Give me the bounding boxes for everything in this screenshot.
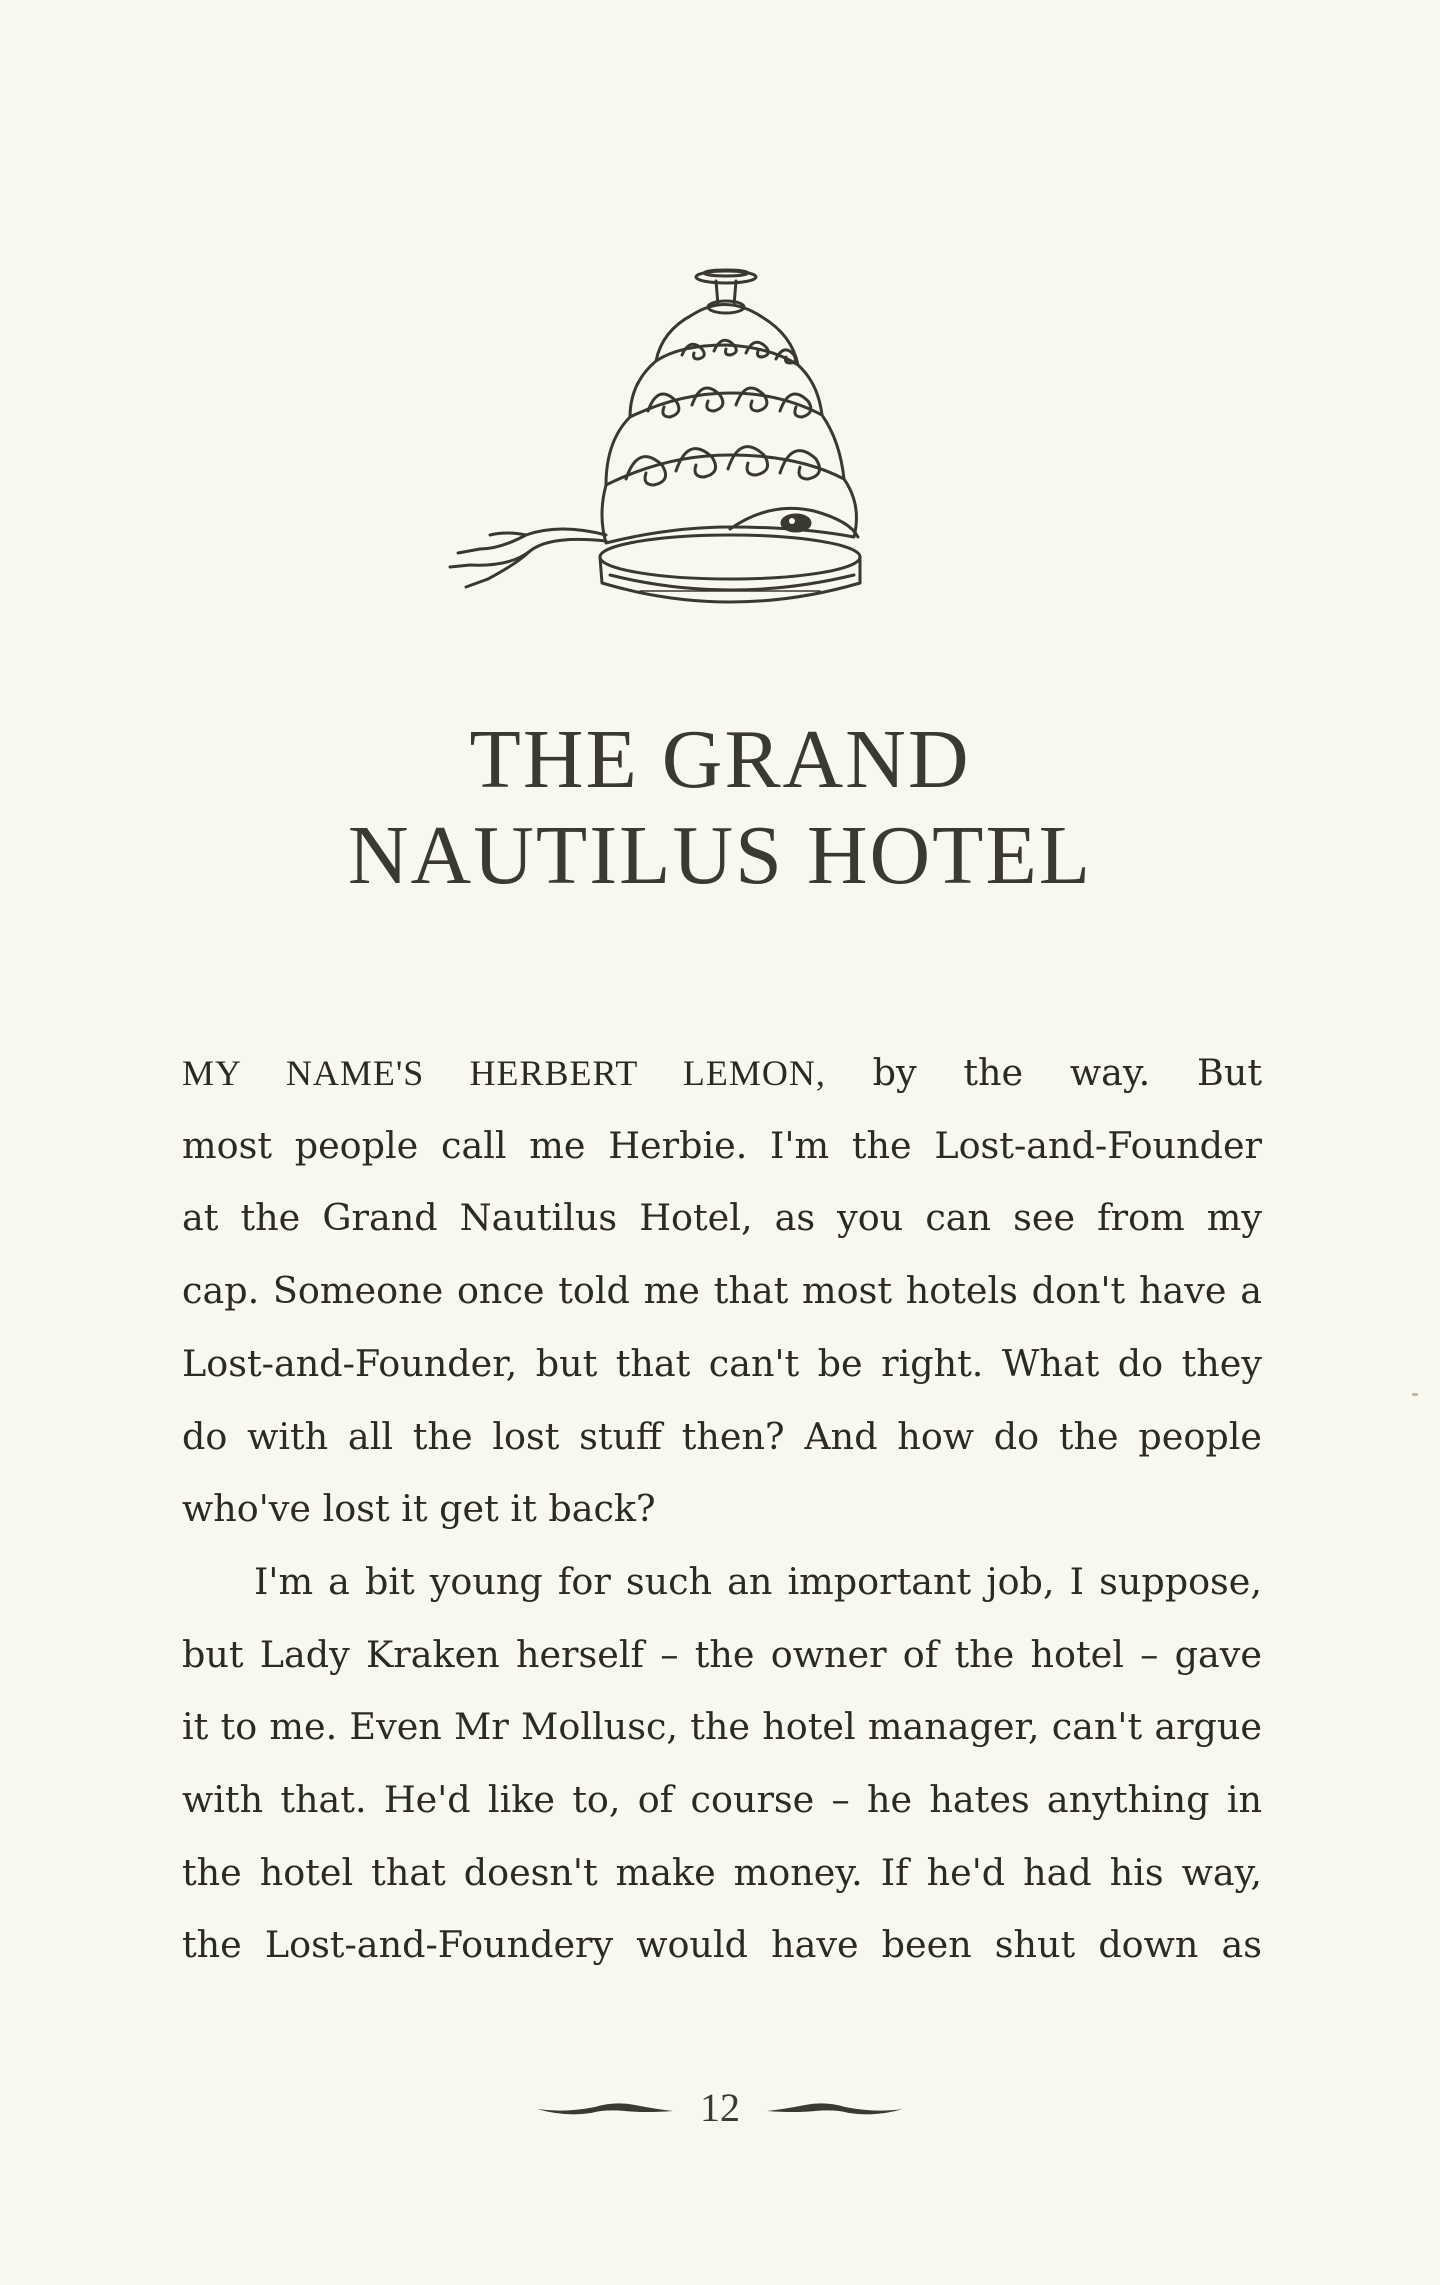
chapter-title xyxy=(180,712,1260,904)
paragraph-1-line-1 xyxy=(182,1037,1262,1110)
paragraph-1-line-5: Lost-and-Founder, but that can't be right. What do they xyxy=(182,1341,1262,1385)
page-number: 12 xyxy=(700,2085,740,2130)
paragraph-1-line-6: do with all the lost stuff then? And how do the people xyxy=(182,1414,1262,1458)
paragraph-1-line-7: who've lost it get it back? xyxy=(182,1487,656,1531)
swash-ornament-icon xyxy=(535,2097,675,2119)
paragraph-2-line-2: but Lady Kraken herself – the owner of the hotel – gave xyxy=(182,1632,1262,1676)
paragraph-2-line-5: the hotel that doesn't make money. If he'd had his way, xyxy=(182,1850,1262,1894)
paragraph-1-line-2: most people call me Herbie. I'm the Lost-and-Founder xyxy=(182,1123,1262,1167)
paragraph-1-line-4: cap. Someone once told me that most hotels don't have a xyxy=(182,1269,1262,1313)
page-folio xyxy=(520,2083,920,2133)
paragraph-2-line-3: it to me. Even Mr Mollusc, the hotel manager, can't argue xyxy=(182,1705,1262,1749)
paragraph-1-line-1-text: by the way. But xyxy=(825,1051,1262,1094)
paragraph-2-line-6: the Lost-and-Foundery would have been shut down as xyxy=(182,1923,1262,1967)
chapter-title-line-1: THE GRAND xyxy=(469,713,971,806)
paragraph-2-line-1: I'm a bit young for such an important job, I suppose, xyxy=(254,1559,1262,1603)
swash-ornament-icon xyxy=(765,2097,905,2119)
paragraph-2-line-4: with that. He'd like to, of course – he hates anything in xyxy=(182,1778,1262,1822)
hotel-bell-icon xyxy=(430,265,930,625)
margin-speck xyxy=(1412,1393,1418,1396)
paragraph-1-line-3: at the Grand Nautilus Hotel, as you can see from my xyxy=(182,1196,1262,1240)
paragraph-1-lead: MY NAME'S HERBERT LEMON, xyxy=(182,1053,826,1093)
body-text xyxy=(182,1037,1262,1982)
chapter-title-line-2: NAUTILUS HOTEL xyxy=(347,809,1093,902)
